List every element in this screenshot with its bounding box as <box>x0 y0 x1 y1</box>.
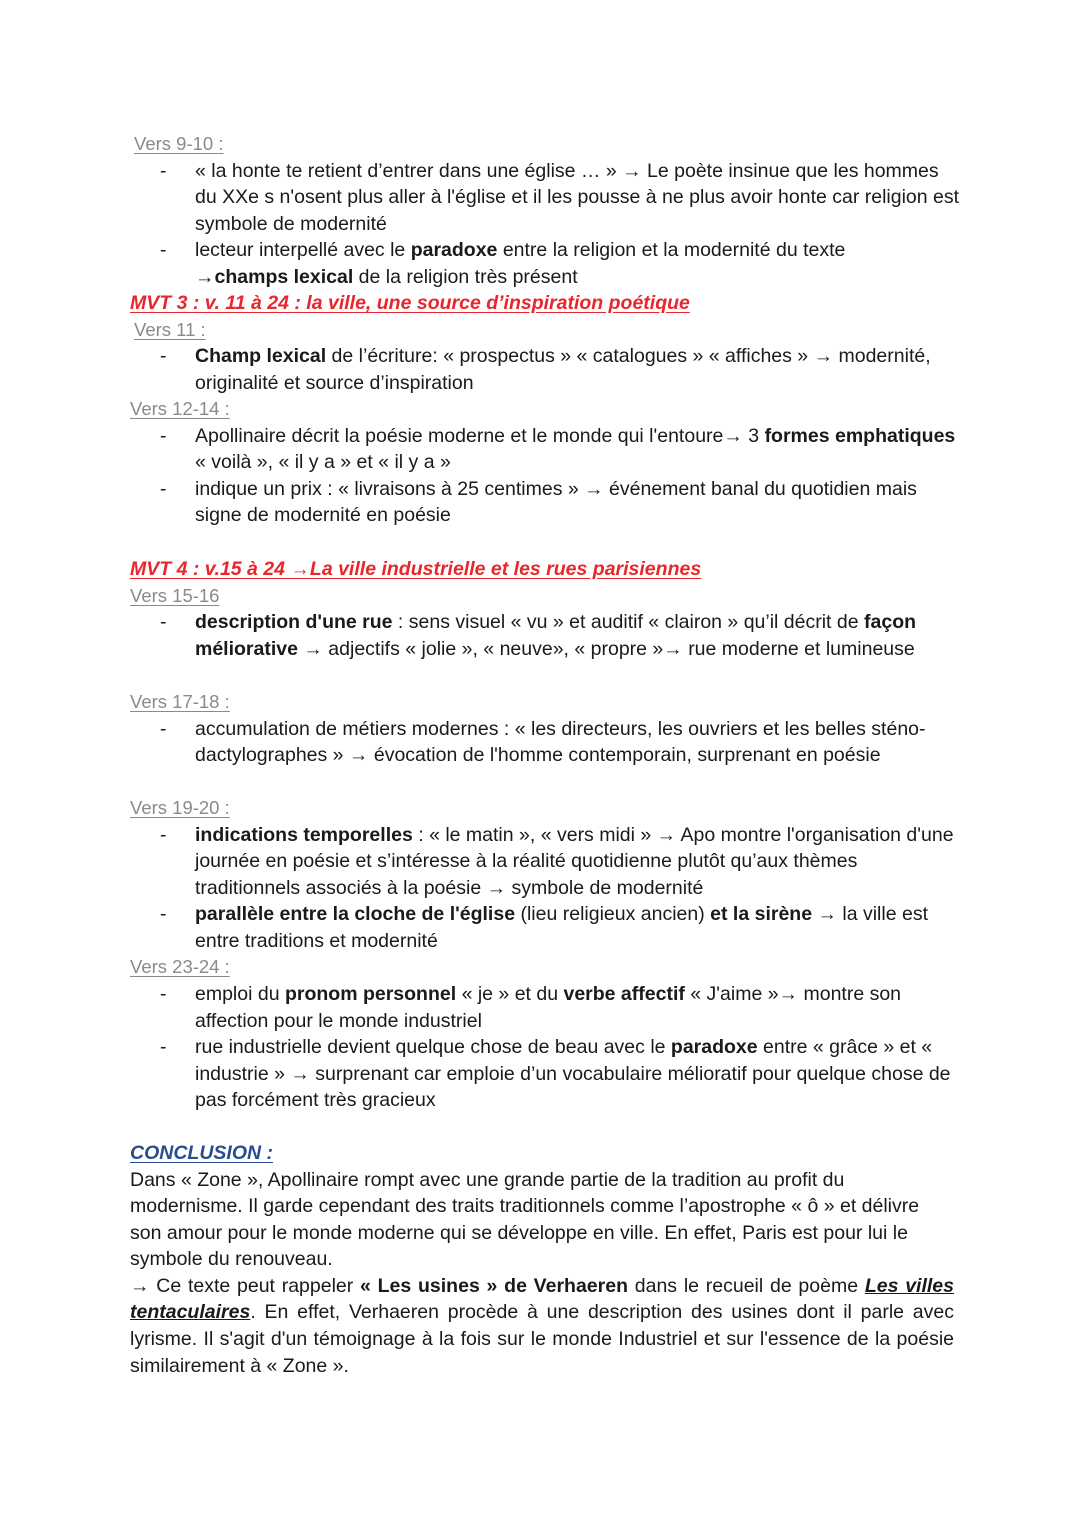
section-vers-19-24 <box>130 795 960 1114</box>
list-item: - Apollinaire décrit la poésie moderne et le monde qui l'entoure→ 3 formes emphatiques « voilà », « il y a » et « il y a » <box>130 423 960 476</box>
section-vers-9-10 <box>130 131 960 290</box>
vers-label: Vers 9-10 : <box>134 133 224 154</box>
bullet-list <box>130 981 960 1114</box>
section-conclusion <box>130 1140 954 1379</box>
list-item: - indique un prix : « livraisons à 25 centimes » → événement banal du quotidien mais signe de modernité en poésie <box>130 476 960 529</box>
bullet-list <box>130 423 960 529</box>
section-mvt3 <box>130 290 960 529</box>
list-item: - « la honte te retient d’entrer dans une église … » → Le poète insinue que les hommes du XXe s n'osent plus aller à l'église et il les pousse à ne plus avoir honte car religion est symbole de modernité <box>130 158 960 238</box>
bullet-list <box>130 609 960 662</box>
vers-label: Vers 23-24 : <box>130 956 230 978</box>
list-item: - indications temporelles : « le matin », « vers midi » → Apo montre l'organisation d'une journée en poésie et s’intéresse à la réalité quotidienne plutôt qu’aux thèmes traditionnels associés à la poésie → symbole de modernité <box>130 822 960 902</box>
vers-label: Vers 19-20 : <box>130 797 230 818</box>
conclusion-paragraph-2: → Ce texte peut rappeler « Les usines » de Verhaeren dans le recueil de poème Les villes tentaculaires. En effet, Verhaeren procède à une description des usines dont il parle avec lyrisme. Il s'agit d'un témoignage à la fois sur le monde Industriel et sur l'essence de la poésie similairement à « Zone ». <box>130 1274 954 1377</box>
list-item: - lecteur interpellé avec le paradoxe entre la religion et la modernité du texte →champs lexical de la religion très présent <box>130 237 960 290</box>
bullet-list <box>130 822 960 955</box>
book-title: Les villes tentaculaires <box>130 1274 954 1324</box>
conclusion-paragraph: Dans « Zone », Apollinaire rompt avec une grande partie de la tradition au profit du modernisme. Il garde cependant des traits traditionnels comme l’apostrophe « ô » et délivre son amour pour le monde moderne qui se développe en ville. En effet, Paris est pour lui le symbole du renouveau. <box>130 1168 920 1271</box>
vers-label: Vers 15-16 <box>130 584 220 606</box>
bullet-list <box>130 158 960 291</box>
vers-label: Vers 12-14 : <box>130 398 230 420</box>
mvt-heading: MVT 3 : v. 11 à 24 : la ville, une source d’inspiration poétique <box>130 292 690 314</box>
bullet-list <box>130 343 960 396</box>
section-mvt4 <box>130 556 960 662</box>
bullet-list <box>130 716 960 769</box>
vers-label: Vers 17-18 : <box>130 691 230 712</box>
section-vers-17-18 <box>130 689 960 769</box>
list-item: - accumulation de métiers modernes : « les directeurs, les ouvriers et les belles sténo-dactylographes » → évocation de l'homme contemporain, surprenant en poésie <box>130 716 960 769</box>
vers-label: Vers 11 : <box>134 318 206 340</box>
list-item: - description d'une rue : sens visuel « vu » et auditif « clairon » qu’il décrit de façon méliorative → adjectifs « jolie », « neuve», « propre »→ rue moderne et lumineuse <box>130 609 960 662</box>
conclusion-heading: CONCLUSION : <box>130 1142 273 1164</box>
list-item: - emploi du pronom personnel « je » et du verbe affectif « J'aime »→ montre son affection pour le monde industriel <box>130 981 960 1034</box>
mvt-heading: MVT 4 : v.15 à 24 →La ville industrielle et les rues parisiennes <box>130 558 702 580</box>
list-item: - parallèle entre la cloche de l'église (lieu religieux ancien) et la sirène → la ville est entre traditions et modernité <box>130 901 960 954</box>
list-item: - rue industrielle devient quelque chose de beau avec le paradoxe entre « grâce » et « industrie » → surprenant car emploie d’un vocabulaire mélioratif pour quelque chose de pas forcément très gracieux <box>130 1034 960 1114</box>
list-item: - Champ lexical de l’écriture: « prospectus » « catalogues » « affiches » → modernité, originalité et source d’inspiration <box>130 343 960 396</box>
